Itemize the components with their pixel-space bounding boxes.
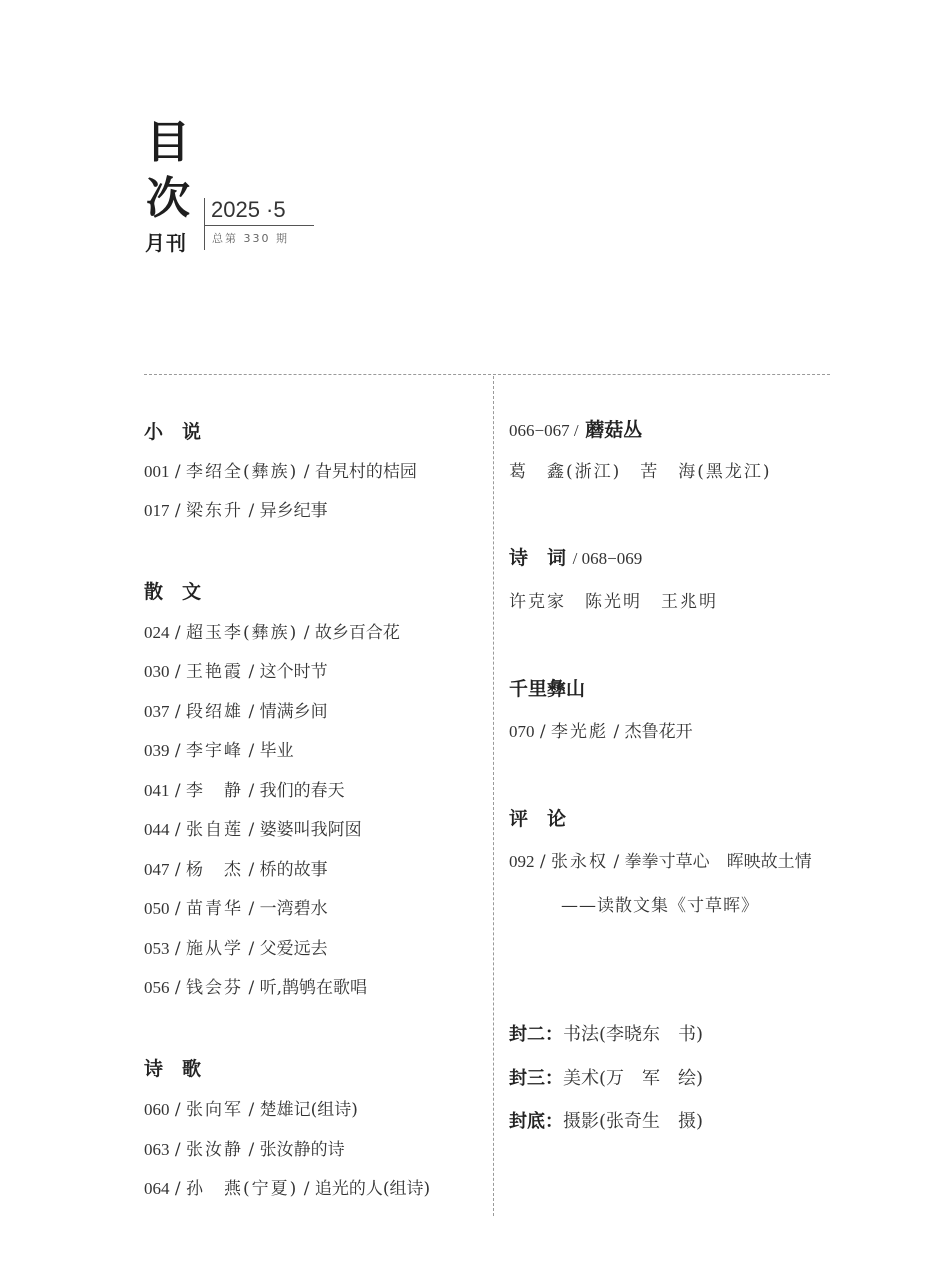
page-number: 039 [144,741,170,760]
page-number: 060 [144,1100,170,1119]
author: 李宇峰 [186,741,244,761]
work-title: 听,鹊鸲在歌唱 [259,978,367,998]
cover-label: 封三： [509,1068,563,1089]
header-horizontal-rule [204,225,314,226]
toc-entry[interactable]: 037 / 段绍雄 / 情满乡间 [144,702,328,722]
page-number: 063 [144,1140,170,1159]
page-number: 024 [144,623,170,642]
cover-text: 摄影(张奇生 摄) [563,1111,704,1132]
contributor-names: 许克家 陈光明 王兆明 [509,592,718,612]
author: 段绍雄 [186,702,244,722]
toc-entry[interactable]: 001 / 李绍全(彝族) / 旮旯村的桔园 [144,462,417,482]
author: 张自莲 [186,820,244,840]
section-title-poetry: 诗 歌 [144,1058,202,1080]
work-title: 追光的人(组诗) [314,1179,431,1199]
section-title-qianli-yishan: 千里彝山 [509,678,586,700]
monthly-label: 月刊 [145,231,187,255]
author: 施从学 [186,939,244,959]
work-title: 情满乡间 [259,702,328,722]
toc-entry[interactable]: 017 / 梁东升 / 异乡纪事 [144,501,328,521]
section-pages: / 068−069 [572,549,643,568]
author: 李光彪 [551,722,609,742]
page-number: 050 [144,899,170,918]
cover-text: 书法(李晓东 书) [563,1024,704,1045]
cover-credit-inside-front [509,1023,703,1047]
section-title-prose: 散 文 [144,581,202,603]
page-number: 017 [144,501,170,520]
page-number: 053 [144,939,170,958]
page-number: 092 [509,852,535,871]
author: 李 静 [186,781,244,801]
work-title: 旮旯村的桔园 [314,462,417,482]
work-title: 张汝静的诗 [259,1140,345,1160]
author: 杨 杰 [186,860,244,880]
work-title: 拳拳寸草心 晖映故土情 [624,852,812,872]
work-title: 异乡纪事 [259,501,328,521]
page-number: 070 [509,722,535,741]
work-title: 桥的故事 [259,860,328,880]
work-title: 婆婆叫我阿囡 [259,820,362,840]
cover-text: 美术(万 军 绘) [563,1068,704,1089]
dashed-horizontal-divider [144,374,830,375]
toc-entry[interactable]: 064 / 孙 燕(宁夏) / 追光的人(组诗) [144,1179,431,1199]
toc-entry[interactable]: 030 / 王艳霞 / 这个时节 [144,662,328,682]
work-title: 杰鲁花开 [624,722,693,742]
work-title: 父爱远去 [259,939,328,959]
dashed-vertical-divider [493,376,494,1216]
total-issue: 总第 330 期 [212,232,289,245]
page-number: 037 [144,702,170,721]
work-subtitle: ——读散文集《寸草晖》 [561,896,759,916]
page-number: 044 [144,820,170,839]
section-name: 蘑菇丛 [585,419,643,441]
author: 梁东升 [186,501,244,521]
author: 钱会芬 [186,978,244,998]
toc-entry[interactable]: 044 / 张自莲 / 婆婆叫我阿囡 [144,820,362,840]
section-title-classical-poetry [509,546,642,571]
toc-entry[interactable]: 070 / 李光彪 / 杰鲁花开 [509,722,693,742]
work-title: 这个时节 [259,662,328,682]
issue-number: 2025 ·5 [211,197,286,222]
work-title: 楚雄记(组诗) [259,1100,358,1120]
author: 王艳霞 [186,662,244,682]
cover-label: 封二： [509,1024,563,1045]
title-char-mu: 目 [146,117,190,168]
work-title: 毕业 [259,741,294,761]
author: 张永权 [551,852,609,872]
work-title: 一湾碧水 [259,899,328,919]
section-title-mushroom [509,418,642,443]
toc-entry[interactable]: 053 / 施从学 / 父爱远去 [144,939,328,959]
author: 张汝静 [186,1140,244,1160]
author: 张向军 [186,1100,244,1120]
toc-entry[interactable]: 024 / 超玉李(彝族) / 故乡百合花 [144,623,400,643]
cover-credit-back [509,1110,703,1134]
section-pages: 066−067 / [509,421,579,440]
section-title-fiction: 小 说 [144,421,202,443]
toc-entry[interactable]: 063 / 张汝静 / 张汝静的诗 [144,1140,345,1160]
page-number: 047 [144,860,170,879]
toc-entry[interactable]: 041 / 李 静 / 我们的春天 [144,781,345,801]
author: 李绍全(彝族) [186,462,299,482]
title-char-ci: 次 [146,173,190,224]
cover-label: 封底： [509,1111,563,1132]
page-number: 030 [144,662,170,681]
toc-entry[interactable]: 092 / 张永权 / 拳拳寸草心 晖映故土情 [509,852,812,872]
contributor-names: 葛 鑫(浙江) 苦 海(黑龙江) [509,462,772,482]
page-number: 001 [144,462,170,481]
page-number: 041 [144,781,170,800]
page-number: 056 [144,978,170,997]
author: 超玉李(彝族) [186,623,299,643]
toc-entry[interactable]: 060 / 张向军 / 楚雄记(组诗) [144,1100,358,1120]
toc-entry[interactable]: 039 / 李宇峰 / 毕业 [144,741,294,761]
section-name: 诗 词 [509,547,567,569]
author: 苗青华 [186,899,244,919]
work-title: 我们的春天 [259,781,345,801]
toc-entry[interactable]: 047 / 杨 杰 / 桥的故事 [144,860,328,880]
page-number: 064 [144,1179,170,1198]
author: 孙 燕(宁夏) [186,1179,299,1199]
toc-entry[interactable]: 050 / 苗青华 / 一湾碧水 [144,899,328,919]
toc-entry[interactable]: 056 / 钱会芬 / 听,鹊鸲在歌唱 [144,978,367,998]
header-vertical-rule [204,198,205,250]
work-title: 故乡百合花 [314,623,400,643]
section-title-review: 评 论 [509,808,567,830]
cover-credit-inside-back [509,1067,703,1091]
